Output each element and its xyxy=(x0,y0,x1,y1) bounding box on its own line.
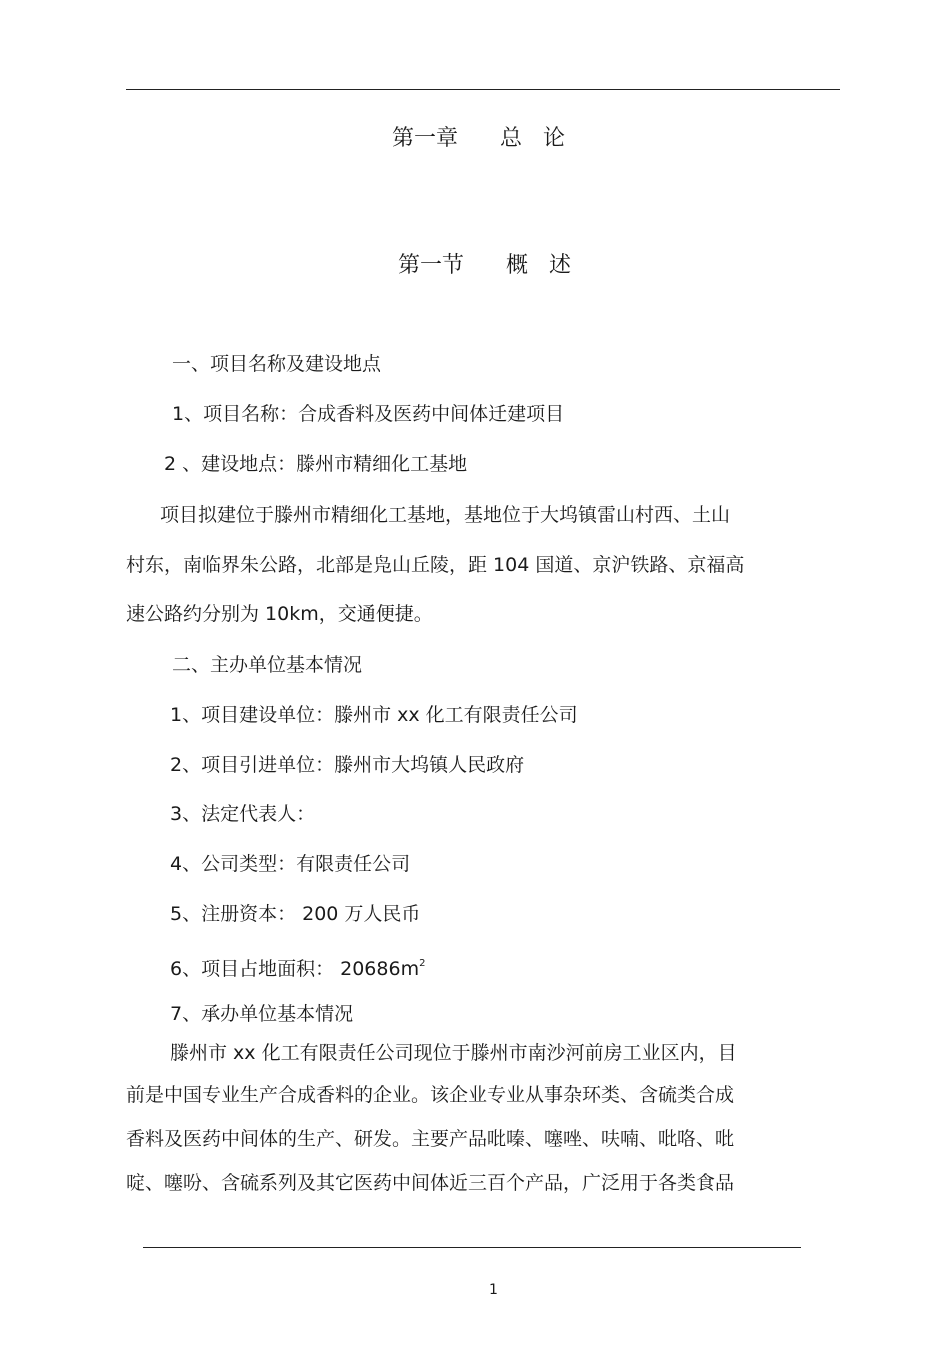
paragraph-site-line-3: 速公路约分别为 10km，交通便捷。 xyxy=(126,603,433,625)
item-introducing-unit: 2、项目引进单位：滕州市大坞镇人民政府 xyxy=(170,754,525,776)
item-organizer-info: 7、承办单位基本情况 xyxy=(170,1003,354,1025)
heading-sponsor-info: 二、主办单位基本情况 xyxy=(172,654,363,676)
paragraph-site-line-1: 项目拟建位于滕州市精细化工基地，基地位于大坞镇雷山村西、土山 xyxy=(160,504,731,526)
heading-project-name-location: 一、项目名称及建设地点 xyxy=(172,353,382,375)
area-exponent: 2 xyxy=(419,958,426,969)
paragraph-company-line-1: 滕州市 xx 化工有限责任公司现位于滕州市南沙河前房工业区内，目 xyxy=(170,1042,737,1064)
header-rule xyxy=(126,89,840,90)
item-land-area-text: 6、项目占地面积： 20686m xyxy=(170,958,420,980)
item-legal-representative: 3、法定代表人： xyxy=(170,803,316,825)
item-registered-capital: 5、注册资本： 200 万人民币 xyxy=(170,903,421,925)
item-company-type: 4、公司类型：有限责任公司 xyxy=(170,853,411,875)
item-land-area xyxy=(170,952,425,981)
item-construction-unit: 1、项目建设单位：滕州市 xx 化工有限责任公司 xyxy=(170,704,578,726)
item-construction-site: 2 、建设地点：滕州市精细化工基地 xyxy=(164,453,468,475)
page-number: 1 xyxy=(489,1282,498,1298)
paragraph-company-line-4: 啶、噻吩、含硫系列及其它医药中间体近三百个产品，广泛用于各类食品 xyxy=(126,1172,735,1194)
footer-rule xyxy=(143,1247,801,1248)
item-project-name: 1、项目名称：合成香料及医药中间体迁建项目 xyxy=(172,403,565,425)
chapter-title: 第一章 总 论 xyxy=(392,126,565,151)
paragraph-site-line-2: 村东，南临界朱公路，北部是凫山丘陵，距 104 国道、京沪铁路、京福高 xyxy=(126,554,745,576)
paragraph-company-line-3: 香料及医药中间体的生产、研发。主要产品吡嗪、噻唑、呋喃、吡咯、吡 xyxy=(126,1128,735,1150)
paragraph-company-line-2: 前是中国专业生产合成香料的企业。该企业专业从事杂环类、含硫类合成 xyxy=(126,1084,735,1106)
section-title: 第一节 概 述 xyxy=(398,253,571,278)
